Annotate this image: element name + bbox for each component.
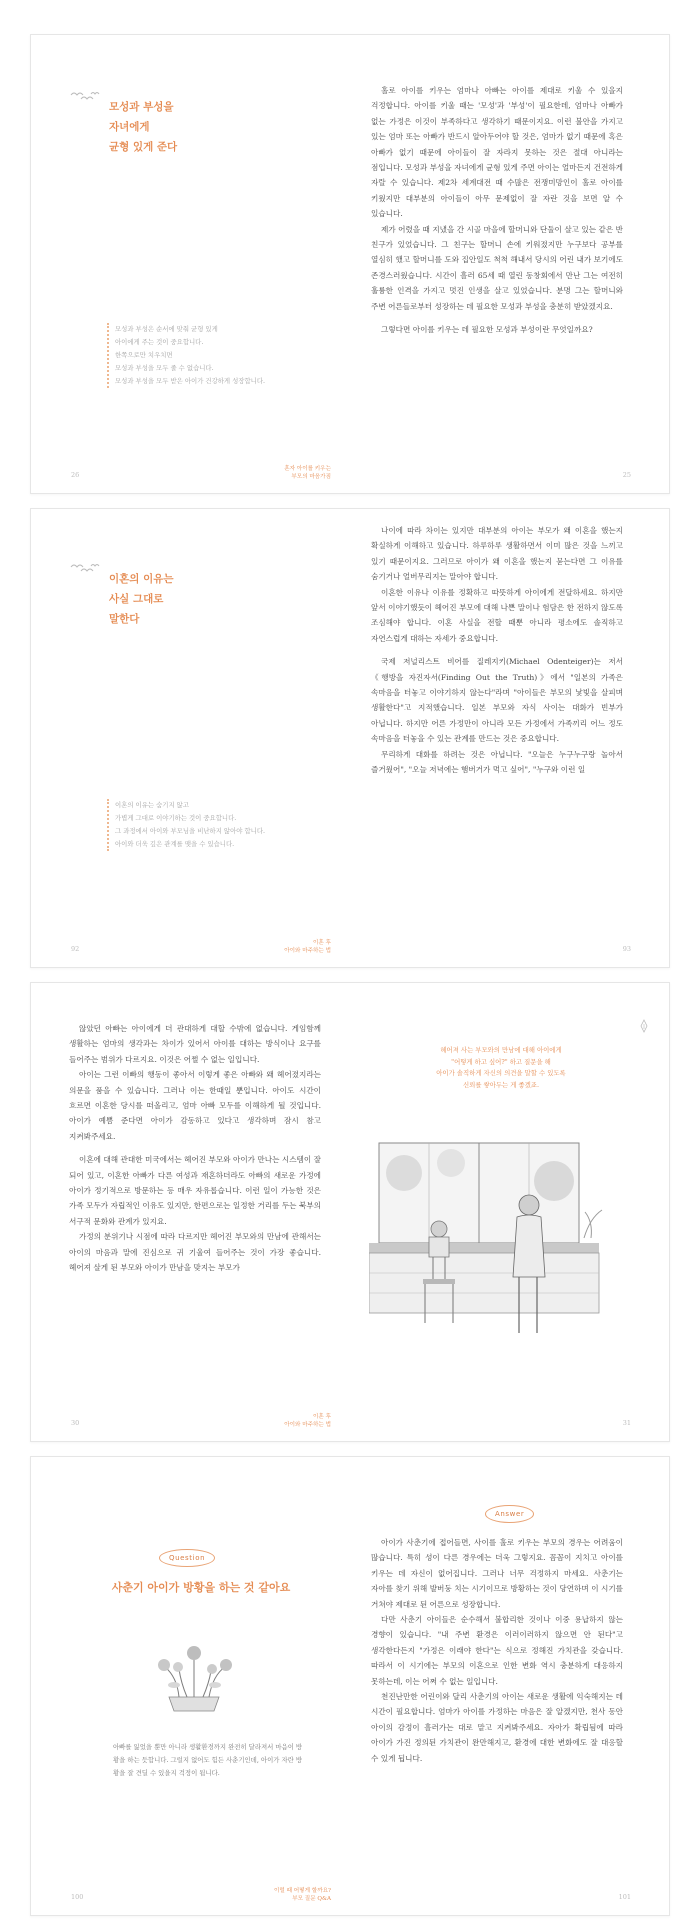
running-head bbox=[284, 465, 331, 481]
quote-line: 아이에게 주는 것이 중요합니다. bbox=[115, 338, 204, 346]
quote-line: 모성과 부성은 순서에 맞춰 균형 있게 bbox=[115, 325, 218, 333]
running-head-line: 아이와 마주하는 법 bbox=[284, 1422, 331, 1428]
quote-line: 이혼의 이유는 숨기지 않고 bbox=[115, 801, 190, 809]
running-head bbox=[274, 1887, 331, 1903]
paragraph: 아이는 그런 이빠의 행동이 좋아서 이렇게 좋은 아빠와 왜 헤어졌지라는 의문을 품을 수 있습니다. 그러나 이는 한때일 뿐입니다. 아이도 시간이 흐르면 이혼한 당시를 떠올리고, 엄마 아빠 모두를 이해하게 될 것입니다. 아이가 예쁨 준다면 아이가 감동하고 있다고 생각하며 잠시 참고 지켜봐주세요. bbox=[69, 1070, 321, 1141]
running-head-line: 이혼 후 bbox=[313, 1414, 331, 1420]
window-mother-daughter-illustration bbox=[369, 1133, 629, 1343]
left-page bbox=[31, 35, 351, 495]
title-line: 사실 그대로 bbox=[109, 593, 164, 605]
running-head-line: 이혼 후 bbox=[313, 940, 331, 946]
paragraph: 다만 사춘기 아이들은 순수해서 불합리한 것이나 이중 용납하지 않는 경향이 있습니다. "내 주변 환경은 이러이러하지 않으면 안 된다"고 생각한다든지 "가정은 이래야 한다"는 식으로 정해진 가치관을 갖습니다. 따라서 이 시기에는 부모의 이혼으로 인한 변화 역시 충분하게 대응하지 못하는데, 이는 어쩌 수 없는 일입니다. bbox=[371, 1615, 623, 1686]
left-page bbox=[31, 509, 351, 969]
paragraph: 나이에 따라 차이는 있지만 대부분의 아이는 부모가 왜 이혼을 했는지 확실하게 이해하고 있습니다. 하루하루 생활하면서 이미 많은 것을 느끼고 있기 때문이지요. 그러므로 아이가 왜 이혼을 했는지 묻는다면 그 이유를 숨기거나 얼버무리지는 말아야 합니다. bbox=[371, 526, 623, 582]
page-number: 30 bbox=[71, 1419, 80, 1427]
title-line: 균형 있게 준다 bbox=[109, 141, 178, 153]
answer-label: Answer bbox=[485, 1505, 534, 1523]
caption-line: "어떻게 하고 싶어?" 하고 질문을 해 bbox=[451, 1057, 551, 1066]
page-number: 25 bbox=[622, 471, 631, 479]
paragraph: 홀로 아이를 키우는 엄마나 아빠는 아이를 제대로 키울 수 있을지 걱정합니다. 아이를 키울 때는 '모성'과 '부성'이 필요한데, 엄마나 아빠가 없는 가정은 이것이 부족하다고 생각하기 때문이지요. 이런 불안을 가지고 있는 엄마 또는 아빠가 반드시 알아두어야 할 것은, 엄마가 없기 때문에 혹은 아빠가 없기 때문에 아이들이 잘 자라지 못하는 것은 절대 아니라는 점입니다. 모성과 부성을 자녀에게 균형 있게 주면 아이는 얼마든지 건전하게 자랄 수 있습니다. 제2차 세계대전 때 수많은 전쟁미망인이 홀로 아이를 키웠지만 대부분의 아이들이 아무 문제없이 잘 자란 것을 보면 알 수 있습니다. bbox=[371, 86, 623, 219]
quote-line: 모성과 부성을 모두 줄 수 없습니다. bbox=[115, 364, 214, 372]
running-head-line: 아이와 마주하는 법 bbox=[284, 948, 331, 954]
page-number: 92 bbox=[71, 945, 80, 953]
book-spread-1 bbox=[30, 34, 670, 494]
question-label: Question bbox=[159, 1549, 215, 1567]
page-number: 31 bbox=[622, 1419, 631, 1427]
paragraph: 가정의 분위기나 시점에 따라 다르지만 헤어진 부모와의 만남에 관해서는 아이의 마음과 말에 진심으로 귀 기울여 들어주는 것이 가장 좋습니다. 헤어져 살게 된 부모와 아이가 만남을 맞지는 부모가 bbox=[69, 1232, 321, 1273]
book-spread-2 bbox=[30, 508, 670, 968]
closing-paragraph: 그렇다면 아이를 키우는 데 필요한 모성과 부성이란 무엇일까요? bbox=[381, 325, 593, 335]
quote-line: 한쪽으로만 치우치면 bbox=[115, 351, 173, 359]
right-page bbox=[351, 983, 671, 1443]
quote-block bbox=[107, 799, 327, 851]
running-head-line: 이럴 때 어떻게 할까요? bbox=[274, 1888, 331, 1894]
chapter-title bbox=[109, 569, 174, 629]
running-head bbox=[284, 1413, 331, 1429]
body-text bbox=[371, 83, 623, 338]
quote-line: 아이와 더욱 깊은 관계를 맺을 수 있습니다. bbox=[115, 840, 235, 848]
body-text bbox=[371, 1535, 623, 1766]
quote-line: 모성과 부성을 모두 받은 아이가 건강하게 성장합니다. bbox=[115, 377, 266, 385]
flower-pot-illustration bbox=[149, 1627, 239, 1717]
body-text bbox=[371, 523, 623, 778]
title-line: 모성과 부성을 bbox=[109, 101, 174, 113]
paragraph: 이혼한 이유나 이유를 정확하고 따뜻하게 아이에게 전달하세요. 하지만 앞서 이야기했듯이 헤어진 부모에 대해 나쁜 말이나 험담은 한 전하지 않도록 조심해야 합니다. 이혼 사실을 전할 때뿐 아니라 평소에도 솔직하고 자연스럽게 대하는 자세가 중요합니다. bbox=[371, 587, 623, 643]
page-number: 26 bbox=[71, 471, 80, 479]
quote-line: 그 과정에서 아이와 부모님을 비난하지 않아야 합니다. bbox=[115, 827, 266, 835]
caption-line: 아이가 솔직하게 자신의 의견을 말할 수 있도록 bbox=[436, 1069, 566, 1077]
page-number: 100 bbox=[71, 1893, 84, 1901]
question-note: 아빠를 잃었을 뿐만 아니라 생활환경까지 완전히 달라져서 마음이 방황을 하는 듯합니다. 그럴지 없어도 힘든 사춘기인데, 아이가 자란 방황을 잘 견딜 수 있을지 걱정이 됩니다. bbox=[113, 1743, 303, 1777]
running-head-line: 부모의 마음가짐 bbox=[291, 474, 331, 480]
left-page bbox=[31, 1457, 351, 1917]
book-spread-3 bbox=[30, 982, 670, 1442]
illustration-caption bbox=[391, 1045, 611, 1091]
running-head-line: 부모 질문 Q&A bbox=[292, 1896, 331, 1902]
chapter-title bbox=[109, 97, 177, 157]
title-line: 이혼의 이유는 bbox=[109, 573, 174, 585]
birds-icon bbox=[69, 87, 109, 103]
running-head bbox=[284, 939, 331, 955]
body-text bbox=[69, 1021, 321, 1276]
right-page bbox=[351, 35, 671, 495]
quote-line: 가볍게 그대로 이야기하는 것이 중요합니다. bbox=[115, 814, 237, 822]
right-page bbox=[351, 509, 671, 969]
paragraph: 무리하게 대화를 하려는 것은 아닙니다. "오늘은 누구누구랑 놀아서 즐거웠어", "오늘 저녁에는 햄버거가 먹고 싶어", "누구와 이런 일 bbox=[371, 749, 623, 775]
birds-icon bbox=[69, 559, 109, 575]
paragraph: 아이가 사춘기에 접어들면, 사이를 홀로 키우는 부모의 경우는 어려움이 많습니다. 특히 성이 다른 경우에는 더욱 그렇지요. 꼼꼼이 지치고 아이를 키우는 데 자신이 없어집니다. 그러나 너무 걱정하지 마세요. 사춘기는 자아를 찾기 위해 발버둥 치는 시기이므로 방황하는 것이 당연하며 이 시기를 거쳐야 제대로 된 어른으로 성장합니다. bbox=[371, 1538, 623, 1609]
caption-line: 신뢰를 쌓아두는 게 좋겠죠. bbox=[462, 1080, 540, 1089]
running-head-line: 혼자 아이를 키우는 bbox=[284, 466, 331, 472]
paragraph: 국제 저널리스트 비어를 질레지키(Michael Odenteiger)는 저서 《행방을 자진자서(Finding Out the Truth)》에서 "일본의 가족은 속마음을 터놓고 이야기하지 않는다"라며 "아이들은 부모의 낯빛을 살피며 생활한다"고 지적했습니다. 일본 부모와 자식 사이는 대화가 빈부가 아닙니다. 하지만 어른 가정만이 아니라 모든 가정에서 가족끼리 어느 정도 속마음을 터놓을 수 있는 관계를 만드는 것은 중요합니다. bbox=[371, 657, 623, 744]
quote-block bbox=[107, 323, 327, 388]
page-number: 93 bbox=[622, 945, 631, 953]
title-line: 자녀에게 bbox=[109, 121, 150, 133]
caption-line: 헤어져 사는 부모와의 만남에 대해 아이에게 bbox=[440, 1046, 562, 1054]
left-page bbox=[31, 983, 351, 1443]
fountain-pen-icon bbox=[639, 1019, 649, 1033]
question-title: 사춘기 아이가 방황을 하는 것 같아요 bbox=[111, 1581, 291, 1594]
paragraph: 천진난만한 어린이와 달리 사춘기의 아이는 새로운 생활에 익숙해지는 데 시간이 필요합니다. 엄마가 아이를 가정하는 마음은 잘 알겠지만, 천사 동안 아이의 감정이 흘러가는 대로 맡고 지켜봐주세요. 자아가 확립됨에 따라 아이가 가진 정의된 가치관이 완만해지고, 환경에 대한 변화에도 잘 대응할 수 있게 됩니다. bbox=[371, 1692, 623, 1763]
paragraph: 않았던 아빠는 아이에게 더 관대하게 대할 수밖에 없습니다. 게임함께 생활하는 엄마의 생각과는 차이가 있어서 아이를 대하는 방식이나 요구를 들어주는 범위가 다르지요. 이것은 어쩔 수 없는 일입니다. bbox=[69, 1024, 321, 1064]
paragraph: 제가 어렸을 때 지냈을 간 시골 마을에 할머니와 단둘이 살고 있는 같은 반 친구가 있었습니다. 그 친구는 할머니 손에 키워졌지만 누구보다 공부를 열심히 했고 할머니를 도와 집안일도 척척 해내서 당시의 어린 내가 보기에도 존경스러웠습니다. 시간이 흘러 65세 때 열린 동창회에서 만난 그는 여전히 훌륭한 인격을 가지고 멋진 인생을 살고 있었습니다. 분명 그는 할머니와 주변 어른들로부터 성장하는 데 필요한 모성과 부성을 충분히 받았겠지요. bbox=[371, 224, 623, 311]
right-page bbox=[351, 1457, 671, 1917]
page-number: 101 bbox=[618, 1893, 631, 1901]
book-spread-4 bbox=[30, 1456, 670, 1916]
title-line: 말한다 bbox=[109, 613, 140, 625]
paragraph: 이혼에 대해 관대한 미국에서는 헤어진 부모와 아이가 만나는 시스템이 잘 되어 있고, 이혼한 아빠가 다른 여성과 재혼하더라도 아빠의 새로운 가정에 아이가 정기적으로 방문하는 등 매우 자유롭습니다. 이런 일이 가능한 것은 가족 모두가 자립적인 이유도 있지만, 한편으로는 일정한 거리를 두는 북부의 서구적 문화와 관계가 있지요. bbox=[69, 1155, 321, 1226]
